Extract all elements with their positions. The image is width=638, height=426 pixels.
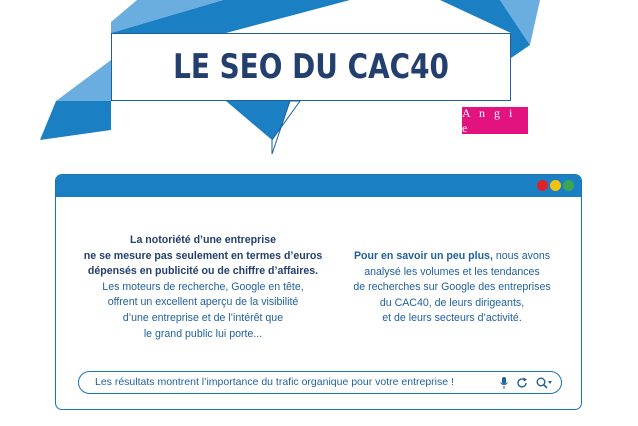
browser-window xyxy=(55,174,582,410)
right-paragraph xyxy=(338,249,566,327)
right-body-line-3: du CAC40, de leurs dirigeants, xyxy=(379,296,525,309)
page-title: LE SEO DU CAC40 xyxy=(173,47,449,87)
ribbon-spacer xyxy=(300,101,462,134)
left-lead-line-1: La notoriété d’une entreprise xyxy=(130,234,276,246)
right-lead: Pour en savoir un peu plus, xyxy=(353,250,493,262)
right-body-line-4: et de leurs secteurs d’activité. xyxy=(382,312,522,325)
right-first-line xyxy=(338,249,566,265)
search-bar[interactable] xyxy=(78,371,562,394)
search-input-text[interactable]: Les résultats montrent l’importance du trafic organique pour votre entreprise ! xyxy=(95,376,454,388)
minimize-dot[interactable] xyxy=(550,180,561,191)
refresh-icon[interactable] xyxy=(515,376,529,390)
search-bar-icons xyxy=(499,375,553,391)
left-body-line-2: offrent un excellent aperçu de la visibilité xyxy=(107,296,299,309)
ribbon-bottom-left-light xyxy=(56,60,111,101)
ribbon-bottom-left xyxy=(40,101,111,140)
left-lead-line-3: dépensés en publicité ou de chiffre d’affaires. xyxy=(87,265,319,278)
maximize-dot[interactable] xyxy=(563,180,574,191)
header-banner xyxy=(0,0,638,160)
author-badge: A n g i e xyxy=(462,107,528,134)
left-body-line-3: d’une entreprise et de l’intérêt que xyxy=(122,311,284,324)
left-body-line-1: Les moteurs de recherche, Google en tête, xyxy=(102,280,304,293)
window-titlebar xyxy=(56,175,581,197)
right-body-line-2: de recherches sur Google des entreprises xyxy=(353,281,551,294)
search-icon[interactable] xyxy=(535,376,553,390)
left-body-line-4: le grand public lui porte... xyxy=(143,327,263,340)
left-paragraph xyxy=(78,233,328,342)
microphone-icon[interactable] xyxy=(499,376,509,390)
right-body-line-1: analysé les volumes et les tendances xyxy=(364,265,540,278)
close-dot[interactable] xyxy=(537,180,548,191)
left-lead-line-2: ne se mesure pas seulement en termes d’euros xyxy=(83,249,323,262)
right-first-line-rest: nous avons xyxy=(492,250,551,262)
